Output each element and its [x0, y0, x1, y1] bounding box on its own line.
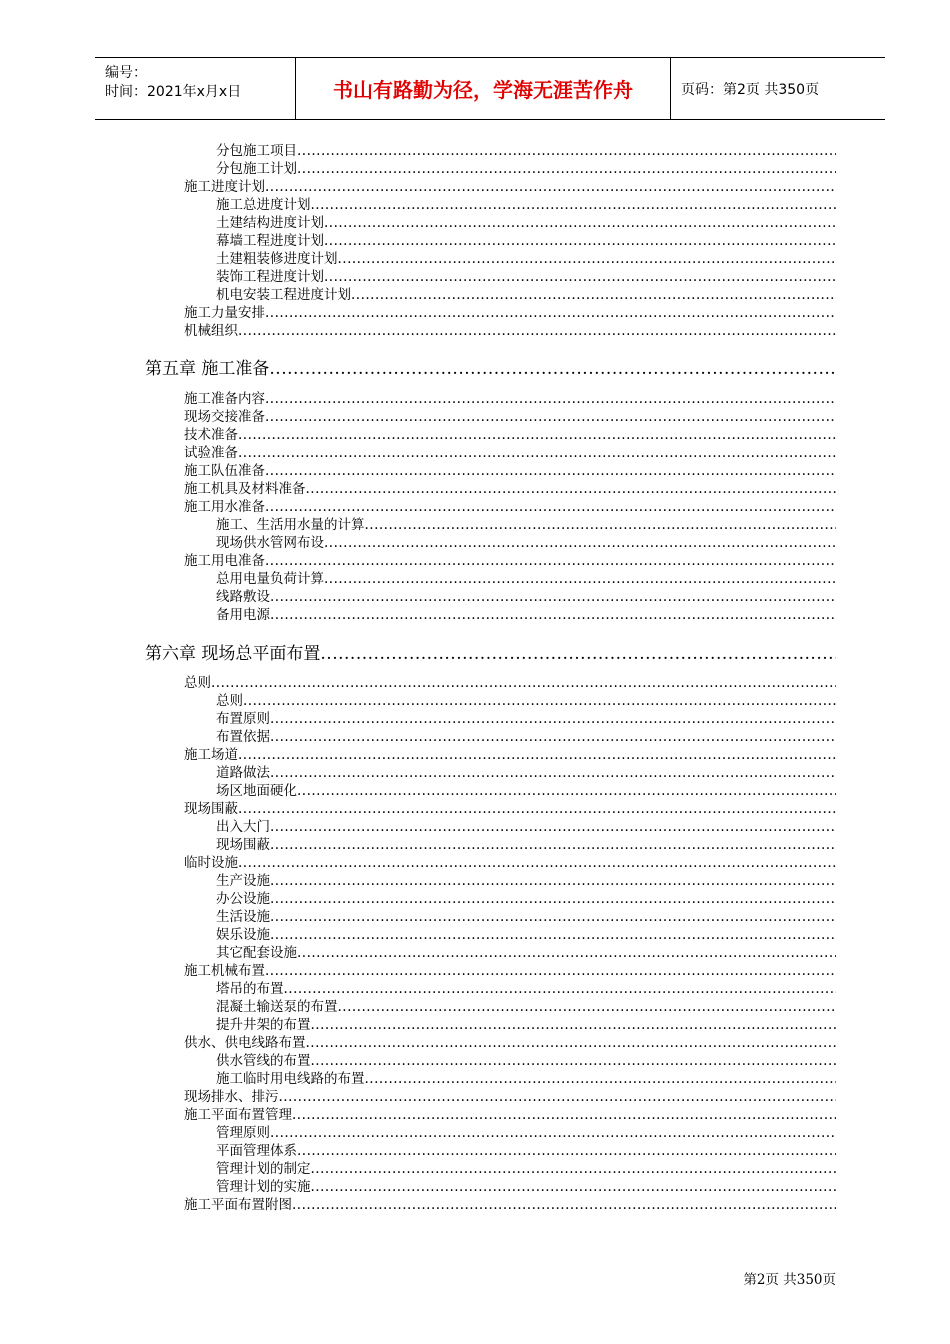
- footer-page-number: 第2页 共350页: [743, 1272, 836, 1288]
- toc-entry[interactable]: [184, 1034, 836, 1054]
- toc-dot-leader: [270, 1124, 836, 1142]
- toc-dot-leader: [211, 674, 836, 692]
- toc-entry[interactable]: [216, 1142, 836, 1162]
- toc-entry[interactable]: [216, 1124, 836, 1144]
- toc-dot-leader: [338, 250, 837, 268]
- toc-entry[interactable]: [184, 444, 836, 464]
- toc-dot-leader: [351, 286, 836, 304]
- toc-entry[interactable]: [184, 746, 836, 766]
- toc-dot-leader: [270, 908, 836, 926]
- toc-entry-title: 其它配套设施: [216, 945, 297, 961]
- toc-entry-title: 生产设施: [216, 873, 270, 889]
- toc-entry-title: 管理原则: [216, 1125, 270, 1141]
- toc-entry[interactable]: [216, 692, 836, 712]
- toc-dot-leader: [311, 1160, 837, 1178]
- toc-entry[interactable]: [216, 890, 836, 910]
- toc-entry[interactable]: [216, 570, 836, 590]
- toc-dot-leader: [320, 643, 836, 665]
- toc-dot-leader: [311, 1052, 837, 1070]
- toc-dot-leader: [265, 552, 836, 570]
- toc-dot-leader: [265, 498, 836, 516]
- toc-dot-leader: [270, 872, 836, 890]
- toc-dot-leader: [365, 1070, 837, 1088]
- toc-entry-title: 施工队伍准备: [184, 463, 265, 479]
- toc-chapter-entry[interactable]: [145, 643, 836, 667]
- toc-entry-title: 塔吊的布置: [216, 981, 284, 997]
- toc-entry-title: 现场交接准备: [184, 409, 265, 425]
- toc-dot-leader: [270, 764, 836, 782]
- toc-dot-leader: [292, 1196, 836, 1214]
- toc-dot-leader: [324, 232, 836, 250]
- toc-chapter-entry[interactable]: [145, 358, 836, 382]
- toc-entry[interactable]: [216, 908, 836, 928]
- toc-dot-leader: [265, 408, 836, 426]
- toc-entry-title: 混凝土输送泵的布置: [216, 999, 338, 1015]
- toc-entry[interactable]: [216, 818, 836, 838]
- toc-entry[interactable]: [216, 286, 836, 306]
- toc-dot-leader: [270, 588, 836, 606]
- toc-entry-title: 娱乐设施: [216, 927, 270, 943]
- toc-entry-title: 施工力量安排: [184, 305, 265, 321]
- toc-dot-leader: [265, 462, 836, 480]
- toc-dot-leader: [238, 444, 836, 462]
- toc-entry-title: 机械组织: [184, 323, 238, 339]
- toc-entry-title: 管理计划的制定: [216, 1161, 311, 1177]
- toc-dot-leader: [311, 196, 837, 214]
- toc-entry[interactable]: [216, 606, 836, 626]
- toc-entry-title: 施工平面布置管理: [184, 1107, 292, 1123]
- toc-dot-leader: [279, 1088, 837, 1106]
- toc-dot-leader: [265, 304, 836, 322]
- toc-entry[interactable]: [216, 926, 836, 946]
- toc-entry[interactable]: [216, 142, 836, 162]
- toc-dot-leader: [306, 480, 837, 498]
- toc-entry-title: 施工准备内容: [184, 391, 265, 407]
- toc-entry[interactable]: [216, 1070, 836, 1090]
- toc-entry-title: 总则: [216, 693, 243, 709]
- toc-entry-title: 施工场道: [184, 747, 238, 763]
- toc-entry[interactable]: [216, 944, 836, 964]
- toc-entry-title: 现场排水、排污: [184, 1089, 279, 1105]
- toc-entry[interactable]: [184, 178, 836, 198]
- header-page-number: 页码：第2页 共350页: [681, 81, 820, 98]
- toc-entry-title: 现场围蔽: [184, 801, 238, 817]
- toc-entry-title: 临时设施: [184, 855, 238, 871]
- document-time-label: 时间：2021年x月x日: [105, 84, 242, 100]
- toc-entry-title: 总则: [184, 675, 211, 691]
- toc-dot-leader: [270, 606, 836, 624]
- toc-entry[interactable]: [184, 426, 836, 446]
- toc-entry[interactable]: [184, 498, 836, 518]
- toc-entry[interactable]: [184, 480, 836, 500]
- header-meta: [95, 58, 295, 119]
- toc-entry[interactable]: [216, 160, 836, 180]
- toc-dot-leader: [284, 980, 837, 998]
- toc-entry[interactable]: [216, 516, 836, 536]
- toc-entry-title: 管理计划的实施: [216, 1179, 311, 1195]
- toc-dot-leader: [265, 390, 836, 408]
- toc-entry-title: 施工用水准备: [184, 499, 265, 515]
- toc-entry[interactable]: [184, 552, 836, 572]
- toc-entry-title: 布置原则: [216, 711, 270, 727]
- toc-dot-leader: [270, 728, 836, 746]
- toc-entry-title: 现场供水管网布设: [216, 535, 324, 551]
- toc-entry[interactable]: [184, 800, 836, 820]
- toc-entry-title: 土建粗装修进度计划: [216, 251, 338, 267]
- toc-dot-leader: [270, 890, 836, 908]
- toc-entry-title: 平面管理体系: [216, 1143, 297, 1159]
- toc-entry-title: 施工用电准备: [184, 553, 265, 569]
- toc-entry[interactable]: [184, 674, 836, 694]
- toc-entry-title: 施工机具及材料准备: [184, 481, 306, 497]
- toc-entry-title: 线路敷设: [216, 589, 270, 605]
- toc-dot-leader: [338, 998, 837, 1016]
- toc-entry[interactable]: [216, 196, 836, 216]
- toc-entry-title: 供水、供电线路布置: [184, 1035, 306, 1051]
- toc-entry-title: 出入大门: [216, 819, 270, 835]
- toc-entry-title: 办公设施: [216, 891, 270, 907]
- toc-entry[interactable]: [184, 304, 836, 324]
- toc-dot-leader: [324, 214, 836, 232]
- toc-entry[interactable]: [216, 232, 836, 252]
- toc-entry[interactable]: [216, 998, 836, 1018]
- toc-entry-title: 布置依据: [216, 729, 270, 745]
- toc-entry-title: 供水管线的布置: [216, 1053, 311, 1069]
- toc-entry[interactable]: [216, 836, 836, 856]
- toc-dot-leader: [270, 926, 836, 944]
- toc-entry-title: 施工总进度计划: [216, 197, 311, 213]
- toc-entry-title: 分包施工项目: [216, 143, 297, 159]
- page-header: [95, 57, 885, 120]
- toc-dot-leader: [243, 692, 836, 710]
- toc-entry-title: 机电安装工程进度计划: [216, 287, 351, 303]
- toc-entry[interactable]: [216, 534, 836, 554]
- toc-entry-title: 装饰工程进度计划: [216, 269, 324, 285]
- toc-dot-leader: [297, 160, 836, 178]
- toc-entry[interactable]: [216, 588, 836, 608]
- toc-entry-title: 现场围蔽: [216, 837, 270, 853]
- toc-entry-title: 施工机械布置: [184, 963, 265, 979]
- header-motto: 书山有路勤为径，学海无涯苦作舟: [295, 58, 671, 119]
- toc-entry-title: 施工平面布置附图: [184, 1197, 292, 1213]
- toc-entry[interactable]: [184, 322, 836, 342]
- toc-entry-title: 第五章 施工准备: [145, 359, 270, 379]
- toc-entry[interactable]: [216, 728, 836, 748]
- toc-dot-leader: [297, 1142, 836, 1160]
- toc-entry-title: 场区地面硬化: [216, 783, 297, 799]
- toc-dot-leader: [306, 1034, 837, 1052]
- toc-entry[interactable]: [216, 1160, 836, 1180]
- toc-dot-leader: [292, 1106, 836, 1124]
- toc-dot-leader: [238, 426, 836, 444]
- toc-entry[interactable]: [184, 1196, 836, 1216]
- toc-entry[interactable]: [216, 214, 836, 234]
- toc-entry[interactable]: [184, 1106, 836, 1126]
- toc-entry[interactable]: [216, 782, 836, 802]
- toc-entry[interactable]: [216, 764, 836, 784]
- toc-entry-title: 总用电量负荷计算: [216, 571, 324, 587]
- toc-entry-title: 施工进度计划: [184, 179, 265, 195]
- toc-dot-leader: [365, 516, 837, 534]
- toc-entry[interactable]: [184, 408, 836, 428]
- toc-dot-leader: [324, 534, 836, 552]
- toc-entry-title: 分包施工计划: [216, 161, 297, 177]
- toc-dot-leader: [270, 710, 836, 728]
- toc-entry-title: 第六章 现场总平面布置: [145, 644, 321, 664]
- toc-dot-leader: [324, 570, 836, 588]
- toc-dot-leader: [238, 322, 836, 340]
- toc-entry[interactable]: [184, 1088, 836, 1108]
- toc-dot-leader: [265, 962, 836, 980]
- toc-entry[interactable]: [216, 268, 836, 288]
- toc-entry[interactable]: [216, 1016, 836, 1036]
- toc-dot-leader: [238, 800, 836, 818]
- toc-entry[interactable]: [216, 980, 836, 1000]
- toc-entry[interactable]: [184, 390, 836, 410]
- toc-dot-leader: [311, 1016, 837, 1034]
- toc-dot-leader: [311, 1178, 837, 1196]
- toc-dot-leader: [238, 854, 836, 872]
- toc-entry[interactable]: [216, 710, 836, 730]
- toc-entry-title: 施工临时用电线路的布置: [216, 1071, 365, 1087]
- toc-entry-title: 道路做法: [216, 765, 270, 781]
- toc-entry-title: 技术准备: [184, 427, 238, 443]
- toc-dot-leader: [270, 818, 836, 836]
- toc-entry[interactable]: [184, 462, 836, 482]
- toc-dot-leader: [297, 944, 836, 962]
- toc-entry[interactable]: [216, 1178, 836, 1198]
- toc-entry-title: 提升井架的布置: [216, 1017, 311, 1033]
- toc-dot-leader: [270, 836, 836, 854]
- toc-entry[interactable]: [216, 1052, 836, 1072]
- toc-dot-leader: [297, 142, 836, 160]
- toc-dot-leader: [265, 178, 836, 196]
- toc-entry-title: 试验准备: [184, 445, 238, 461]
- toc-dot-leader: [269, 358, 836, 380]
- toc-entry[interactable]: [216, 250, 836, 270]
- toc-entry-title: 备用电源: [216, 607, 270, 623]
- toc-dot-leader: [238, 746, 836, 764]
- toc-entry-title: 幕墙工程进度计划: [216, 233, 324, 249]
- toc-entry[interactable]: [184, 962, 836, 982]
- toc-entry-title: 施工、生活用水量的计算: [216, 517, 365, 533]
- toc-entry[interactable]: [216, 872, 836, 892]
- toc-entry-title: 土建结构进度计划: [216, 215, 324, 231]
- document-number-label: 编号：: [105, 65, 147, 81]
- toc-entry[interactable]: [184, 854, 836, 874]
- toc-dot-leader: [324, 268, 836, 286]
- toc-dot-leader: [297, 782, 836, 800]
- toc-entry-title: 生活设施: [216, 909, 270, 925]
